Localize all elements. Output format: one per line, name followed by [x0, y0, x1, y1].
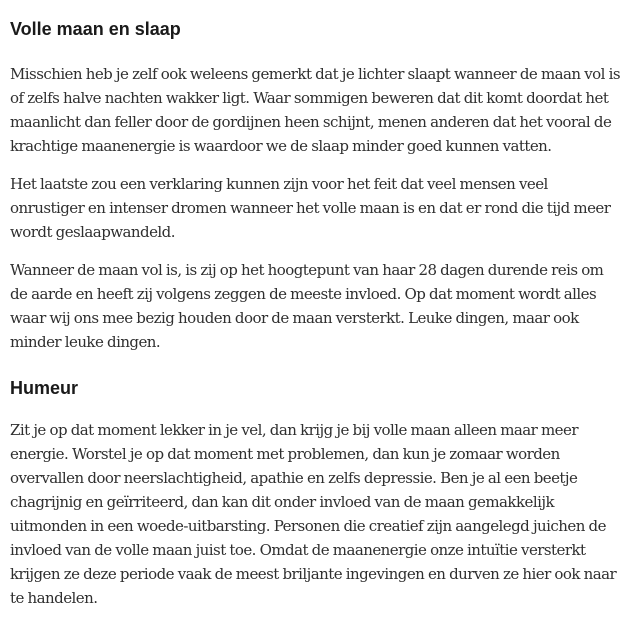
paragraph: Misschien heb je zelf ook weleens gemerkt dat je lichter slaapt wanneer de maan vol is of zelfs halve nachten wakker ligt. Waar sommigen beweren dat dit komt doordat het maanlicht dan feller door de gordijnen heen schijnt, menen anderen dat het vooral de krachtige maanenergie is waardoor we de slaap minder goed kunnen vatten. — [10, 65, 621, 155]
paragraph: Wanneer de maan vol is, is zij op het hoogtepunt van haar 28 dagen durende reis om de aarde en heeft zij volgens zeggen de meeste invloed. Op dat moment wordt alles waar wij ons mee bezig houden door de maan versterkt. Leuke dingen, maar ook minder leuke dingen. — [10, 261, 604, 351]
article-body — [10, 0, 622, 624]
section-heading-humeur: Humeur — [10, 378, 79, 398]
paragraph: Zit je op dat moment lekker in je vel, dan krijg je bij volle maan alleen maar meer energie. Worstel je op dat moment met problemen, dan kun je zomaar worden overvallen door neerslachtigheid, apathie en zelfs depressie. Ben je al een beetje chagrijnig en geïrriteerd, dan kan dit onder invloed van de maan gemakkelijk uitmonden in een woede-uitbarsting. Personen die creatief zijn aangelegd juichen de invloed van de volle maan juist toe. Omdat de maanenergie onze intuïtie versterkt krijgen ze deze periode vaak de meest briljante ingevingen en durven ze hier ook naar te handelen. — [10, 421, 617, 607]
paragraph: Het laatste zou een verklaring kunnen zijn voor het feit dat veel mensen veel onrustiger en intenser dromen wanneer het volle maan is en dat er rond die tijd meer wordt geslaapwandeld. — [10, 175, 611, 241]
section-heading-volle-maan-en-slaap: Volle maan en slaap — [10, 19, 181, 39]
